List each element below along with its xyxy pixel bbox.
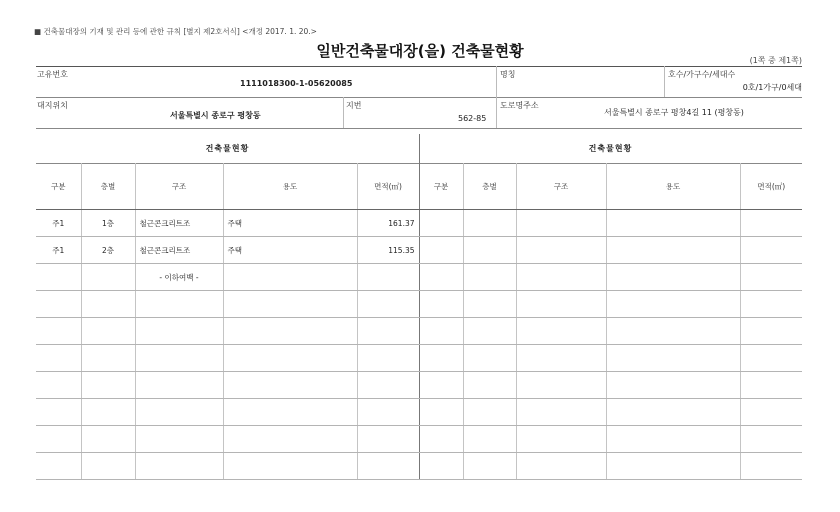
- table-row-empty: [36, 372, 802, 399]
- road-value: 서울특별시 종로구 평창4길 11 (평창동): [604, 108, 744, 117]
- unique-no-label: 고유번호: [37, 70, 68, 79]
- col-area-header-right: 면적(㎡): [740, 163, 802, 210]
- table-row-empty: [36, 453, 802, 480]
- cell-area: [357, 264, 419, 291]
- header-bottom-border: [36, 128, 802, 129]
- table-row: [36, 237, 802, 264]
- households-value: 0호/1가구/0세대: [742, 83, 802, 92]
- cell-structure: 철근콘크리트조: [135, 210, 223, 237]
- page-info: (1쪽 중 제1쪽): [749, 56, 802, 65]
- site-label: 대지위치: [37, 101, 68, 110]
- unique-no-value: 1111018300-1-05620085: [240, 79, 353, 88]
- cell-blank-remainder: - 이하여백 -: [135, 264, 223, 291]
- cell-use: 주택: [223, 237, 357, 264]
- table-row-empty: [36, 291, 802, 318]
- col-structure-header-right: 구조: [516, 163, 606, 210]
- table-row: [36, 210, 802, 237]
- building-status-table: [36, 163, 802, 480]
- site-value: 서울특별시 종로구 평창동: [170, 111, 261, 120]
- left-section-title: 건축물현황: [205, 144, 250, 153]
- right-section-title: 건축물현황: [588, 144, 633, 153]
- households-label: 호수/가구수/세대수: [668, 70, 736, 79]
- header-divider-name: [496, 66, 497, 97]
- col-floor-header-right: 층별: [463, 163, 516, 210]
- name-label: 명칭: [500, 70, 516, 79]
- col-use-header-right: 용도: [606, 163, 740, 210]
- col-kind-header: 구분: [36, 163, 81, 210]
- cell-floor: [81, 264, 135, 291]
- cell-floor: 2층: [81, 237, 135, 264]
- lot-value: 562-85: [458, 114, 487, 123]
- header-divider-households: [664, 66, 665, 97]
- road-label: 도로명주소: [500, 101, 539, 110]
- cell-kind: [36, 264, 81, 291]
- cell-kind: 주1: [36, 237, 81, 264]
- table-row-empty: [36, 399, 802, 426]
- header-divider-lot: [343, 97, 344, 128]
- header-top-border: [36, 66, 802, 67]
- header-row-divider: [36, 97, 802, 98]
- col-floor-header: 층별: [81, 163, 135, 210]
- header-divider-road: [496, 97, 497, 128]
- cell-structure: 철근콘크리트조: [135, 237, 223, 264]
- legal-note: ■ 건축물대장의 기재 및 관리 등에 관한 규칙 [별지 제2호서식] <개정 2017. 1. 20.>: [34, 27, 317, 36]
- cell-area: 115.35: [357, 237, 419, 264]
- cell-floor: 1층: [81, 210, 135, 237]
- table-row-empty: [36, 318, 802, 345]
- table-row-empty: [36, 345, 802, 372]
- lot-label: 지번: [346, 101, 362, 110]
- cell-use: [223, 264, 357, 291]
- table-row-empty: [36, 426, 802, 453]
- col-area-header: 면적(㎡): [357, 163, 419, 210]
- cell-area: 161.37: [357, 210, 419, 237]
- table-header-row: [36, 163, 802, 210]
- page-title: 일반건축물대장(을) 건축물현황: [316, 42, 524, 60]
- section-title-divider: [419, 134, 420, 163]
- col-kind-header-right: 구분: [419, 163, 463, 210]
- col-structure-header: 구조: [135, 163, 223, 210]
- cell-kind: 주1: [36, 210, 81, 237]
- cell-use: 주택: [223, 210, 357, 237]
- col-use-header: 용도: [223, 163, 357, 210]
- table-row: [36, 264, 802, 291]
